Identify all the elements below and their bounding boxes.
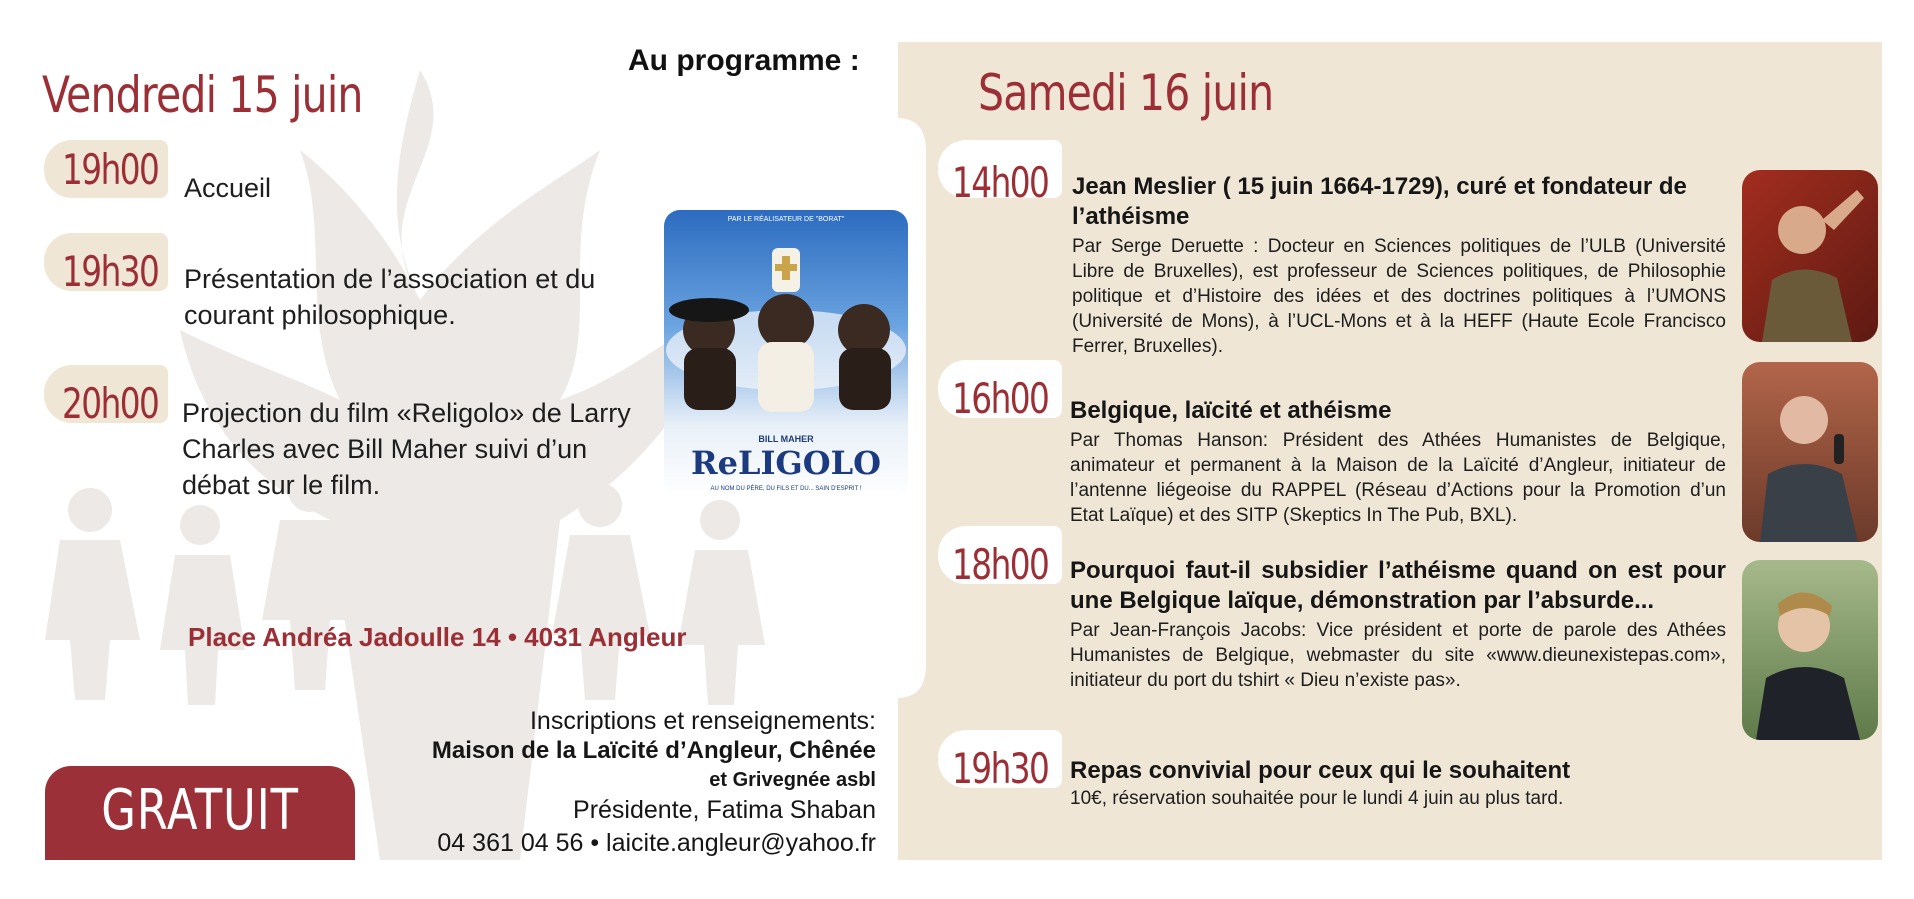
speaker-photo-3 [1742, 560, 1878, 740]
contact-line-1: Inscriptions et renseignements: [529, 707, 876, 735]
friday-event-2: Présentation de l’association et du courant philosophique. [184, 264, 596, 330]
friday-event-1: Accueil [184, 173, 272, 203]
venue-address: Place Andréa Jadoulle 14 • 4031 Angleur [188, 622, 687, 652]
slot-time: 19h30 [62, 247, 159, 296]
contact-line-4: Présidente, Fatima Shaban [573, 796, 876, 824]
slot-time: 14h00 [952, 158, 1049, 207]
friday-event-3: Projection du film «Religolo» de Larry Charles avec Bill Maher suivi d’un débat sur le film. [182, 398, 631, 500]
contact-info [370, 706, 876, 860]
saturday-event-2 [1070, 396, 1726, 528]
free-badge [45, 766, 355, 860]
slot-time: 20h00 [62, 379, 159, 428]
saturday-event-4 [1070, 756, 1726, 811]
contact-line-2: Maison de la Laïcité d’Angleur, Chênée [431, 737, 876, 764]
event-title: Pourquoi faut-il subsidier l’athéisme quand on est pour une Belgique laïque, démonstration par l’absurde... [1070, 557, 1726, 614]
speaker-photo-2 [1742, 362, 1878, 542]
saturday-title: Samedi 16 juin [978, 64, 1274, 122]
event-description: Par Jean-François Jacobs: Vice président et porte de parole des Athées Humanistes de Belgique, webmaster du site «www.dieunexistepas.com», initiateur du port du tshirt « Dieu n’existe pas». [1070, 620, 1726, 691]
slot-time: 18h00 [952, 540, 1049, 589]
event-description: Par Thomas Hanson: Président des Athées Humanistes de Belgique, animateur et permanent à la Maison de la Laïcité d’Angleur, initiateur de l’antenne liégeoise du RAPPEL (Réseau d’Actions pour la Promotion d’un Etat Laïque) et des SITP (Skeptics In The Pub, BXL). [1070, 430, 1726, 526]
saturday-event-3 [1070, 556, 1726, 693]
film-poster [664, 210, 908, 498]
slot-time: 19h30 [952, 744, 1049, 793]
friday-title: Vendredi 15 juin [42, 66, 363, 124]
poster-author: BILL MAHER [758, 434, 814, 444]
slot-time: 19h00 [62, 145, 159, 194]
slot-time: 16h00 [952, 374, 1049, 423]
program-title: Au programme : [628, 44, 860, 77]
event-title: Belgique, laïcité et athéisme [1070, 397, 1392, 424]
event-description: Par Serge Deruette : Docteur en Sciences politiques de l’ULB (Université Libre de Bruxelles), est professeur de Sciences politiques, de Philosophie politique et d’Histoire des idées et des doctrines politiques à l’UMONS (Université de Mons), à l’UCL-Mons et à la HEFF (Haute Ecole Francisco Ferrer, Bruxelles). [1072, 236, 1726, 357]
speaker-photo-1 [1742, 170, 1878, 342]
poster-top-line: PAR LE RÉALISATEUR DE "BORAT" [727, 216, 845, 223]
poster-chimps-image [664, 230, 908, 430]
event-title: Jean Meslier ( 15 juin 1664-1729), curé et fondateur de l’athéisme [1072, 173, 1687, 230]
event-description: 10€, réservation souhaitée pour le lundi 4 juin au plus tard. [1070, 788, 1564, 809]
poster-tagline: AU NOM DU PÈRE, DU FILS ET DU... SAIN D'ESPRIT ! [710, 486, 862, 492]
poster-title: ReLIGOLO [691, 444, 881, 482]
contact-line-3: et Grivegnée asbl [709, 769, 876, 791]
saturday-event-1 [1072, 172, 1726, 359]
free-badge-label: GRATUIT [101, 778, 299, 843]
event-title: Repas convivial pour ceux qui le souhaitent [1070, 757, 1571, 784]
contact-line-5: 04 361 04 56 • laicite.angleur@yahoo.fr [437, 829, 876, 857]
